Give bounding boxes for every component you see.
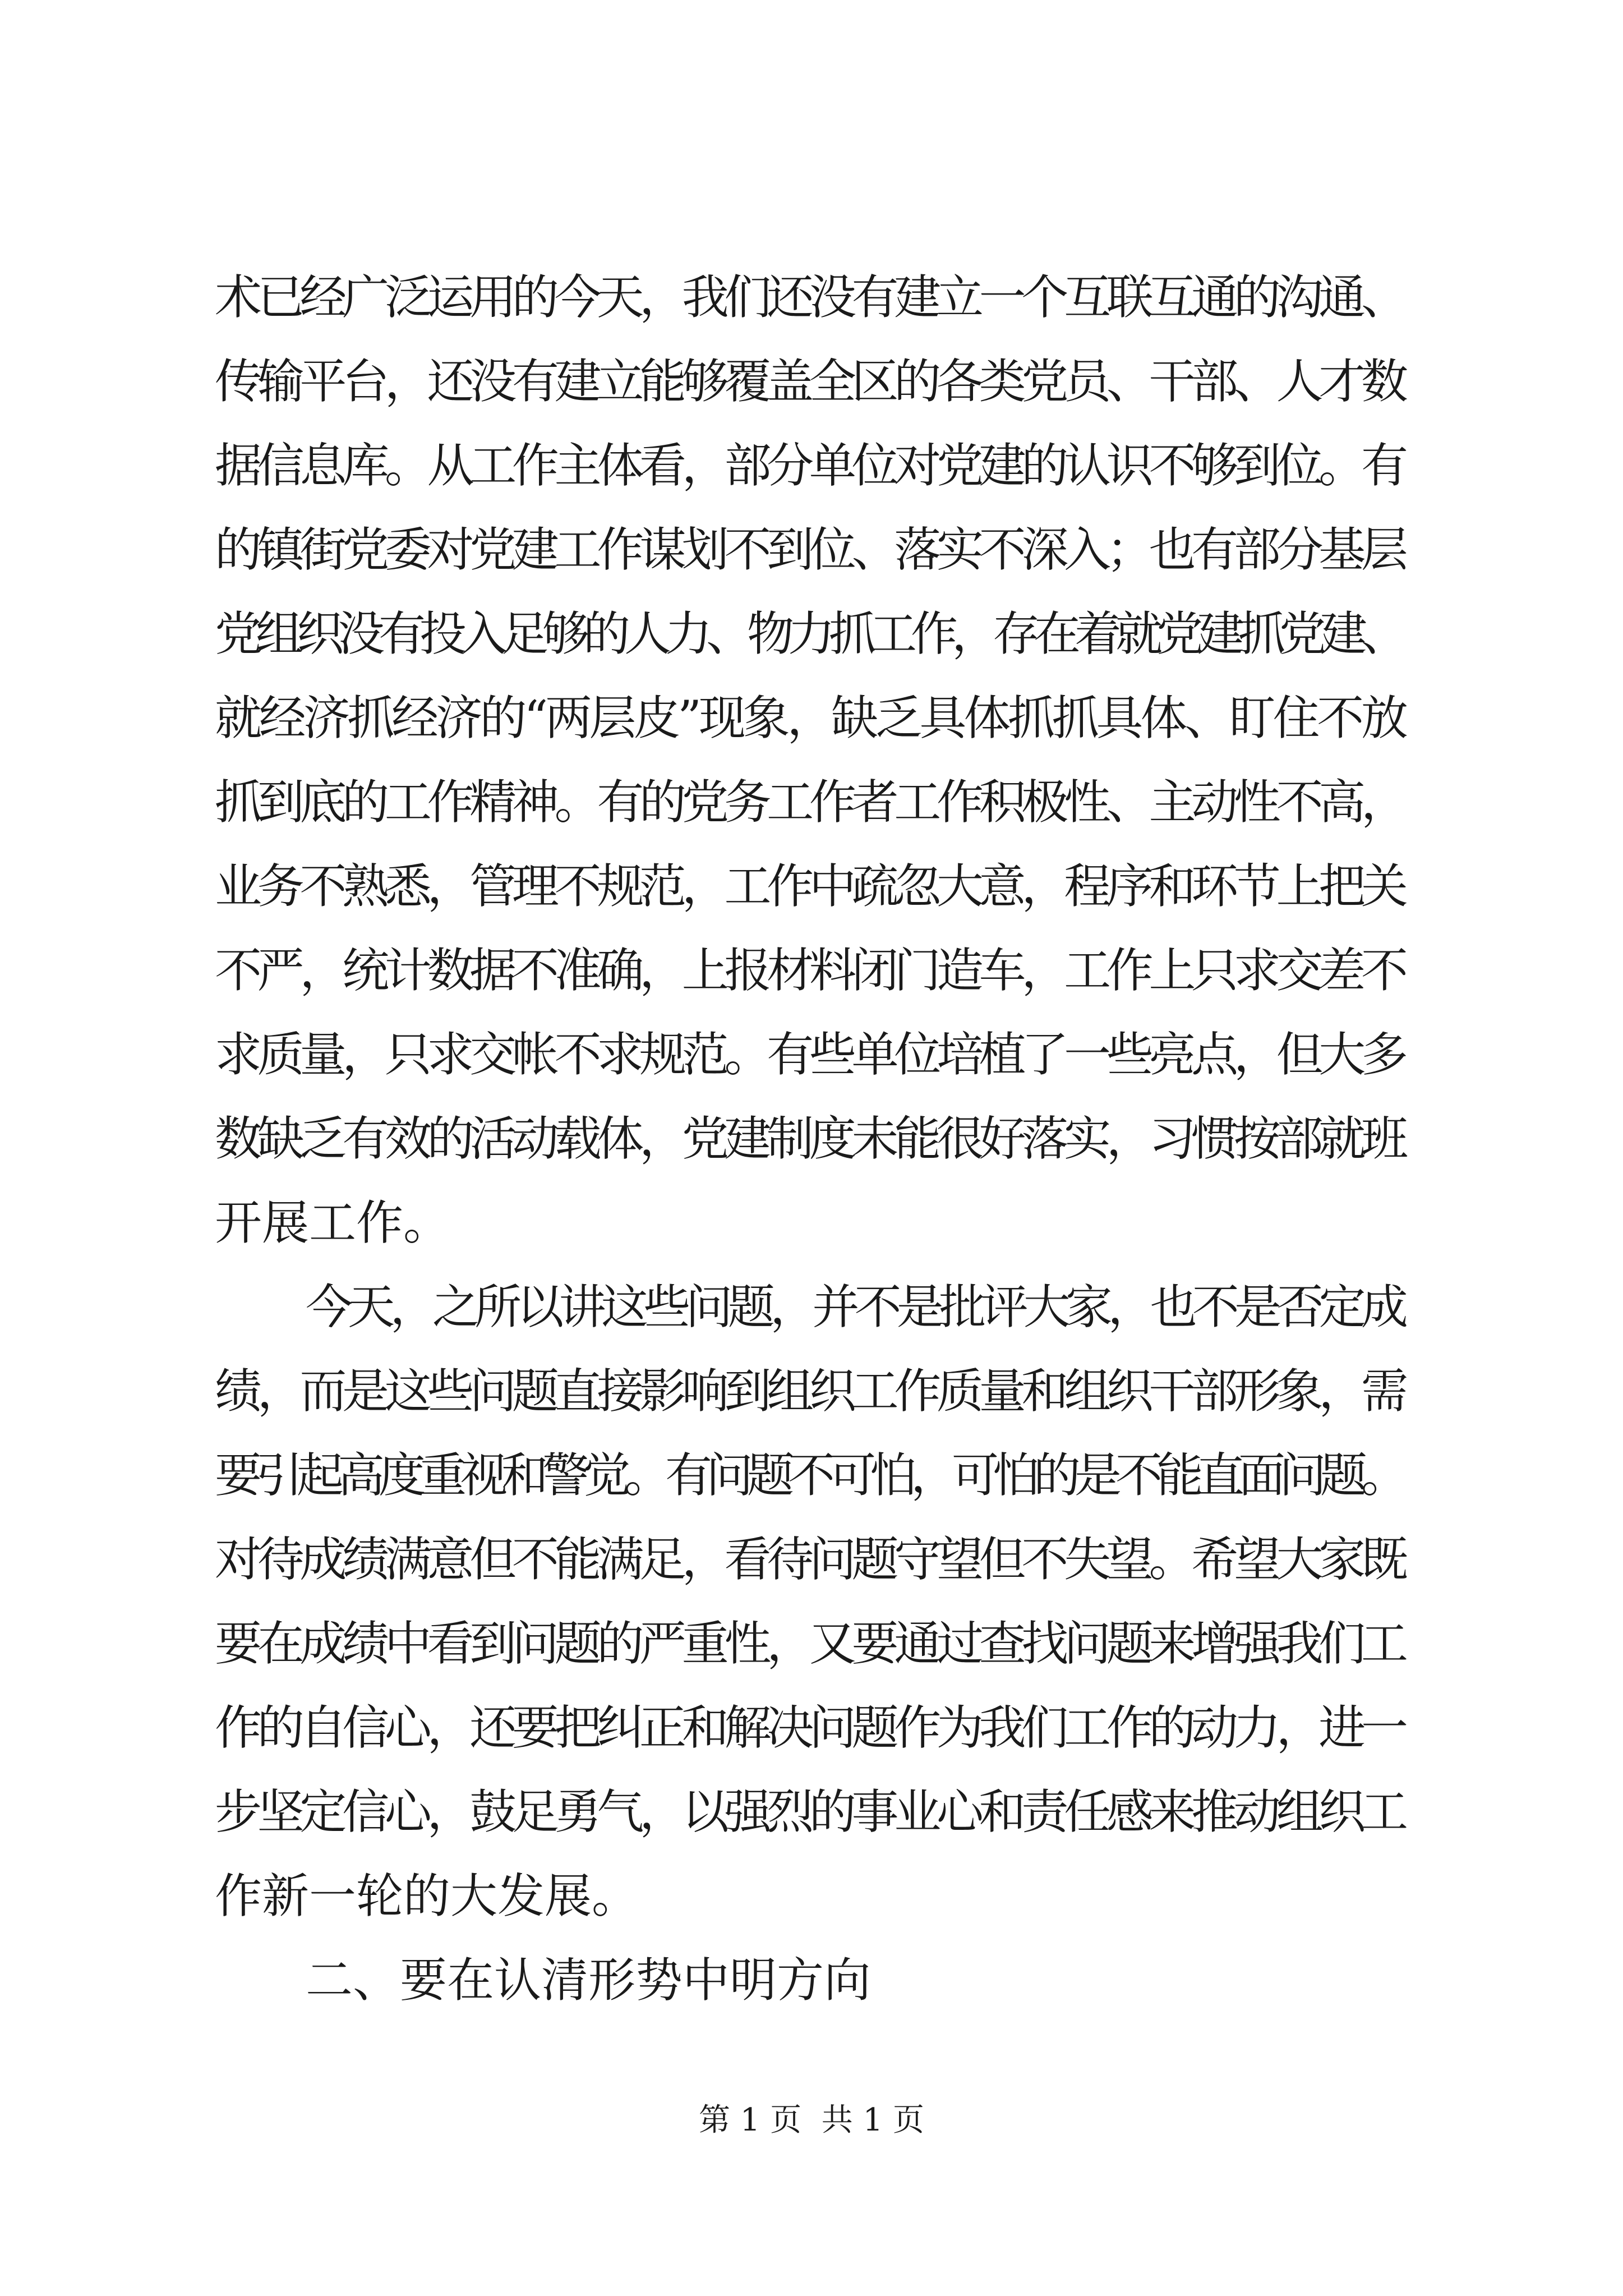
body-line: [0, 1686, 1623, 1770]
body-text: 今天，之所以讲这些问题，并不是批评大家，也不是否定成: [306, 1280, 1404, 1335]
body-text: 数缺乏有效的活动载体，党建制度未能很好落实，习惯按部就班: [215, 1111, 1404, 1166]
body-line: [0, 1181, 1623, 1265]
body-text: 步坚定信心，鼓足勇气，以强烈的事业心和责任感来推动组织工: [215, 1784, 1404, 1839]
body-text: 术已经广泛运用的今天，我们还没有建立一个互联互通的沟通、: [215, 270, 1404, 325]
body-text: 开展工作。: [215, 1195, 451, 1250]
body-text: 就经济抓经济的“两层皮”现象，缺乏具体抓抓具体、盯住不放: [215, 691, 1405, 746]
body-text: 对待成绩满意但不能满足，看待问题守望但不失望。希望大家既: [215, 1532, 1404, 1587]
body-text: 不严，统计数据不准确，上报材料闭门造车，工作上只求交差不: [215, 943, 1404, 998]
body-line: [0, 508, 1623, 592]
page-number: 第 1 页 共 1 页: [698, 2102, 925, 2138]
body-line: [0, 592, 1623, 676]
body-text: 传输平台，还没有建立能够覆盖全区的各类党员、干部、人才数: [215, 354, 1404, 409]
body-line: [0, 1265, 1623, 1349]
body-line: [0, 1770, 1623, 1854]
body-text: 的镇街党委对党建工作谋划不到位、落实不深入；也有部分基层: [215, 522, 1404, 577]
body-line: [0, 1013, 1623, 1097]
body-text: 要在成绩中看到问题的严重性，又要通过查找问题来增强我们工: [215, 1616, 1404, 1671]
body-line: [0, 1349, 1623, 1433]
body-text: 绩，而是这些问题直接影响到组织工作质量和组织干部形象，需: [215, 1364, 1404, 1419]
body-line: [0, 255, 1623, 339]
body-line: [0, 1602, 1623, 1686]
body-line: [0, 424, 1623, 508]
body-text: 党组织没有投入足够的人力、物力抓工作，存在着就党建抓党建、: [215, 606, 1402, 661]
body-text: 抓到底的工作精神。有的党务工作者工作积极性、主动性不高，: [215, 775, 1404, 830]
body-line: [0, 928, 1623, 1013]
body-text: 作的自信心，还要把纠正和解决问题作为我们工作的动力，进一: [215, 1700, 1404, 1755]
body-text: 业务不熟悉，管理不规范，工作中疏忽大意，程序和环节上把关: [215, 859, 1404, 914]
body-line: [0, 1854, 1623, 1938]
body-line: [0, 1433, 1623, 1517]
body-line: [0, 1517, 1623, 1602]
body-line: [0, 676, 1623, 760]
body-text: 据信息库。从工作主体看，部分单位对党建的认识不够到位。有: [215, 438, 1404, 493]
body-line: [0, 844, 1623, 928]
body-text: 要引起高度重视和警觉。有问题不可怕，可怕的是不能直面问题。: [215, 1448, 1402, 1503]
body-line: [0, 1097, 1623, 1181]
body-text: 作新一轮的大发展。: [215, 1869, 639, 1924]
page-footer: [0, 2098, 1623, 2143]
body-line: [0, 760, 1623, 844]
body-line: [0, 339, 1623, 424]
heading-text: 二、要在认清形势中明方向: [306, 1953, 872, 2008]
body-text: 求质量，只求交帐不求规范。有些单位培植了一些亮点，但大多: [215, 1027, 1404, 1082]
section-heading: [0, 1938, 1623, 2022]
